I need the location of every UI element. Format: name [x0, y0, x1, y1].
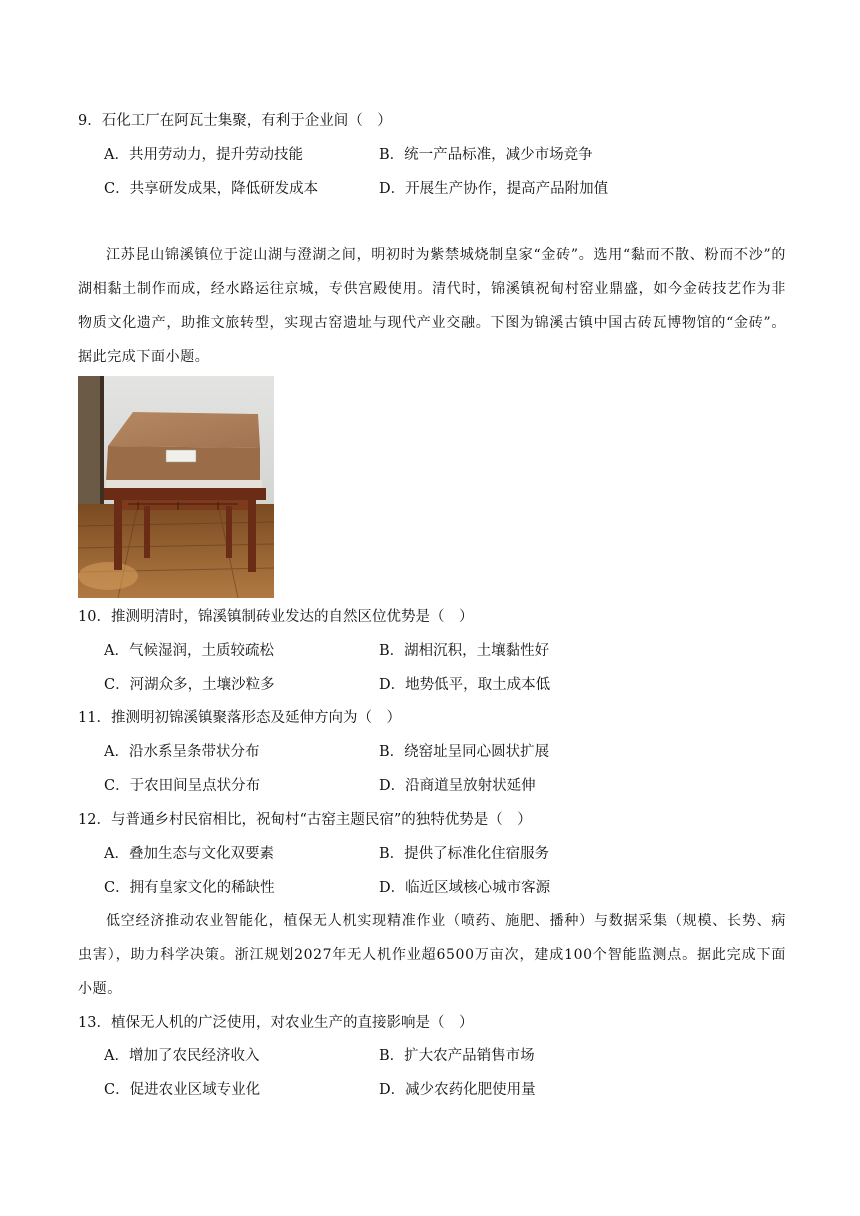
- question-12-option-d: D．临近区域核心城市客源: [379, 880, 551, 896]
- question-12-option-b: B．提供了标准化住宿服务: [379, 846, 550, 862]
- question-11-option-a: A．沿水系呈条带状分布: [104, 744, 260, 760]
- question-13-option-b: B．扩大农产品销售市场: [379, 1048, 535, 1064]
- question-11-option-c: C．于农田间呈点状分布: [104, 778, 261, 794]
- question-9-option-a: A．共用劳动力，提升劳动技能: [104, 147, 303, 163]
- question-9-stem: 9．石化工厂在阿瓦士集聚，有利于企业间（ ）: [78, 113, 392, 129]
- question-11-stem: 11．推测明初锦溪镇聚落形态及延伸方向为（ ）: [78, 710, 401, 726]
- question-12-option-a: A．叠加生态与文化双要素: [104, 846, 274, 862]
- question-12-stem: 12．与普通乡村民宿相比，祝甸村“古窑主题民宿”的独特优势是（ ）: [78, 812, 532, 828]
- question-10-option-b: B．湖相沉积，土壤黏性好: [379, 643, 550, 659]
- question-10-option-d: D．地势低平，取土成本低: [379, 677, 551, 693]
- passage-jinxi-golden-brick: 江苏昆山锦溪镇位于淀山湖与澄湖之间，明初时为紫禁城烧制皇家“金砖”。选用“黏而不散、粉而不沙”的湖相黏土制作而成，经水路运往京城，专供宫殿使用。清代时，锦溪镇祝甸村窑业鼎盛，如今金砖技艺作为非物质文化遗产，助推文旅转型，实现古窑遗址与现代产业交融。下图为锦溪古镇中国古砖瓦博物馆的“金砖”。据此完成下面小题。: [78, 247, 786, 365]
- question-9-option-b: B．统一产品标准，减少市场竞争: [379, 147, 593, 163]
- question-11-option-d: D．沿商道呈放射状延伸: [379, 778, 536, 794]
- question-11-option-b: B．绕窑址呈同心圆状扩展: [379, 744, 550, 760]
- golden-brick-photo: [78, 376, 274, 598]
- question-10-stem: 10．推测明清时，锦溪镇制砖业发达的自然区位优势是（ ）: [78, 609, 474, 625]
- question-13-option-c: C．促进农业区域专业化: [104, 1082, 261, 1098]
- question-13-stem: 13．植保无人机的广泛使用，对农业生产的直接影响是（ ）: [78, 1015, 474, 1031]
- question-10-option-a: A．气候湿润，土质较疏松: [104, 643, 274, 659]
- question-13-option-d: D．减少农药化肥使用量: [379, 1082, 536, 1098]
- question-9-option-d: D．开展生产协作，提高产品附加值: [379, 181, 609, 197]
- question-9-option-c: C．共享研发成果，降低研发成本: [104, 181, 319, 197]
- passage-drone-agriculture: 低空经济推动农业智能化，植保无人机实现精准作业（喷药、施肥、播种）与数据采集（规模、长势、病虫害），助力科学决策。浙江规划2027年无人机作业超6500万亩次，建成100个智能监测点。据此完成下面小题。: [78, 913, 786, 997]
- question-12-option-c: C．拥有皇家文化的稀缺性: [104, 880, 275, 896]
- question-10-option-c: C．河湖众多，土壤沙粒多: [104, 677, 275, 693]
- question-13-option-a: A．增加了农民经济收入: [104, 1048, 260, 1064]
